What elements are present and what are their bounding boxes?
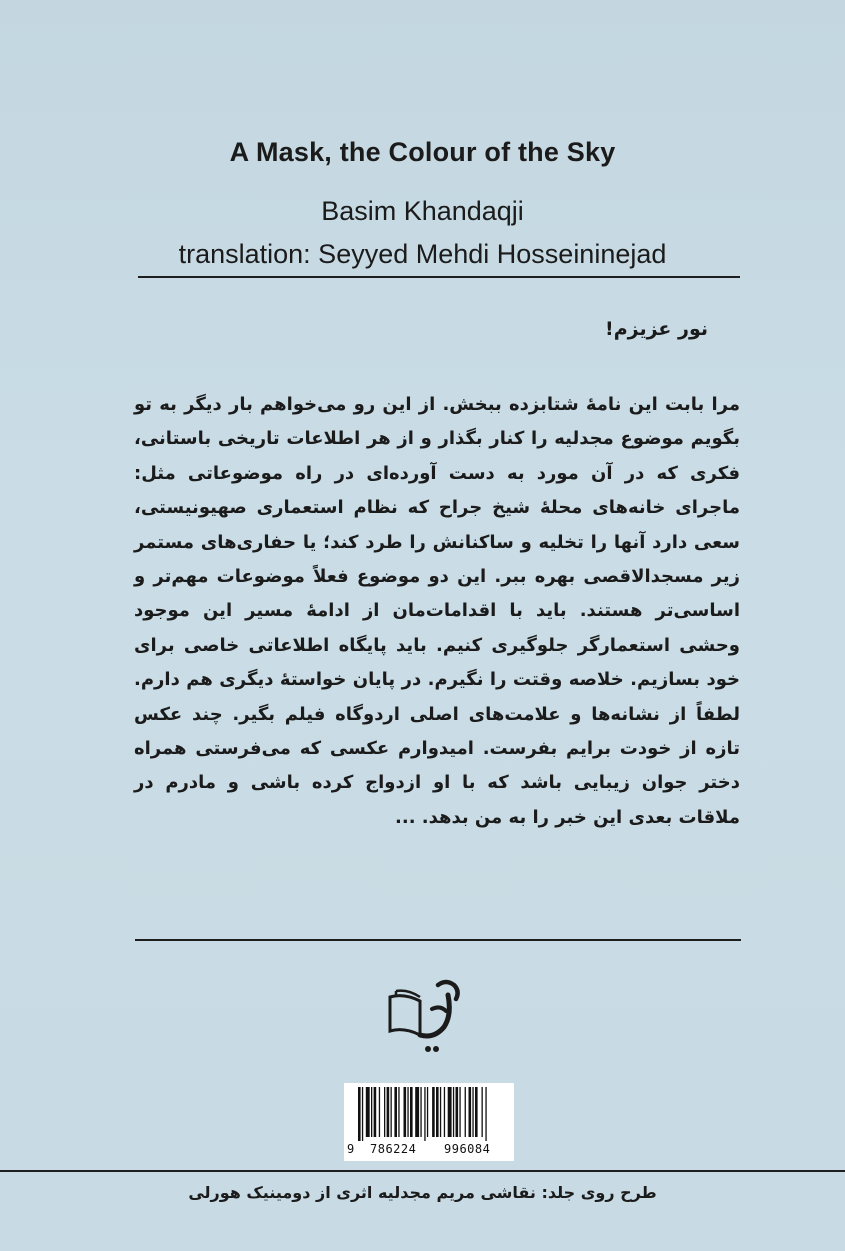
barcode-left-group: 786224 <box>370 1142 417 1156</box>
barcode-digits <box>344 1141 514 1159</box>
publisher-logo-icon <box>382 975 472 1055</box>
isbn-barcode <box>344 1083 514 1161</box>
book-title: A Mask, the Colour of the Sky <box>229 137 616 167</box>
bottom-divider <box>0 1170 845 1172</box>
barcode-right-group: 996084 <box>444 1142 491 1156</box>
cover-design-credit: طرح روی جلد: نقاشی مریم مجدلیه اثری از دومینیک هورلی <box>188 1183 657 1202</box>
top-divider <box>138 276 740 278</box>
author-name: Basim Khandaqji <box>321 196 524 226</box>
barcode-bars <box>344 1083 514 1141</box>
barcode-first-digit: 9 <box>347 1142 355 1156</box>
translator-line: translation: Seyyed Mehdi Hosseininejad <box>178 239 667 269</box>
middle-divider <box>135 939 741 941</box>
letter-excerpt: مرا بابت این نامهٔ شتابزده ببخش. از این رو می‌خواهم بار دیگر به تو بگویم موضوع مجدلیه را کنار بگذار و از هر اطلاعات تاریخی باستانی، فکری که در آن مورد به دست آورده‌ای در راه موضوعاتی مثل: ماجرای خانه‌های محلهٔ شیخ جراح که نظام استعماری صهیونیستی، سعی دارد آنها را تخلیه و ساکنانش را طرد کند؛ یا حفاری‌های مستمر زیر مسجدالاقصی بهره ببر. این دو موضوع فعلاً موضوعات مهم‌تر و اساسی‌تر هستند. باید با اقدامات‌مان از ادامهٔ مسیر این موجود وحشی استعمارگر جلوگیری کنیم. باید پایگاه اطلاعاتی خاصی برای خود بسازیم. خلاصه وقتت را نگیرم. در پایان خواستهٔ دیگری هم دارم. لطفاً از نشانه‌ها و علامت‌های اصلی اردوگاه فیلم بگیر. چند عکس تازه از خودت برایم بفرست. امیدوارم عکسی که می‌فرستی همراه دختر جوان زیبایی باشد که با او ازدواج کرده باشی و مادرم در ملاقات بعدی این خبر را به من بدهد. ... <box>134 394 740 828</box>
letter-greeting: نور عزیزم! <box>605 318 708 340</box>
